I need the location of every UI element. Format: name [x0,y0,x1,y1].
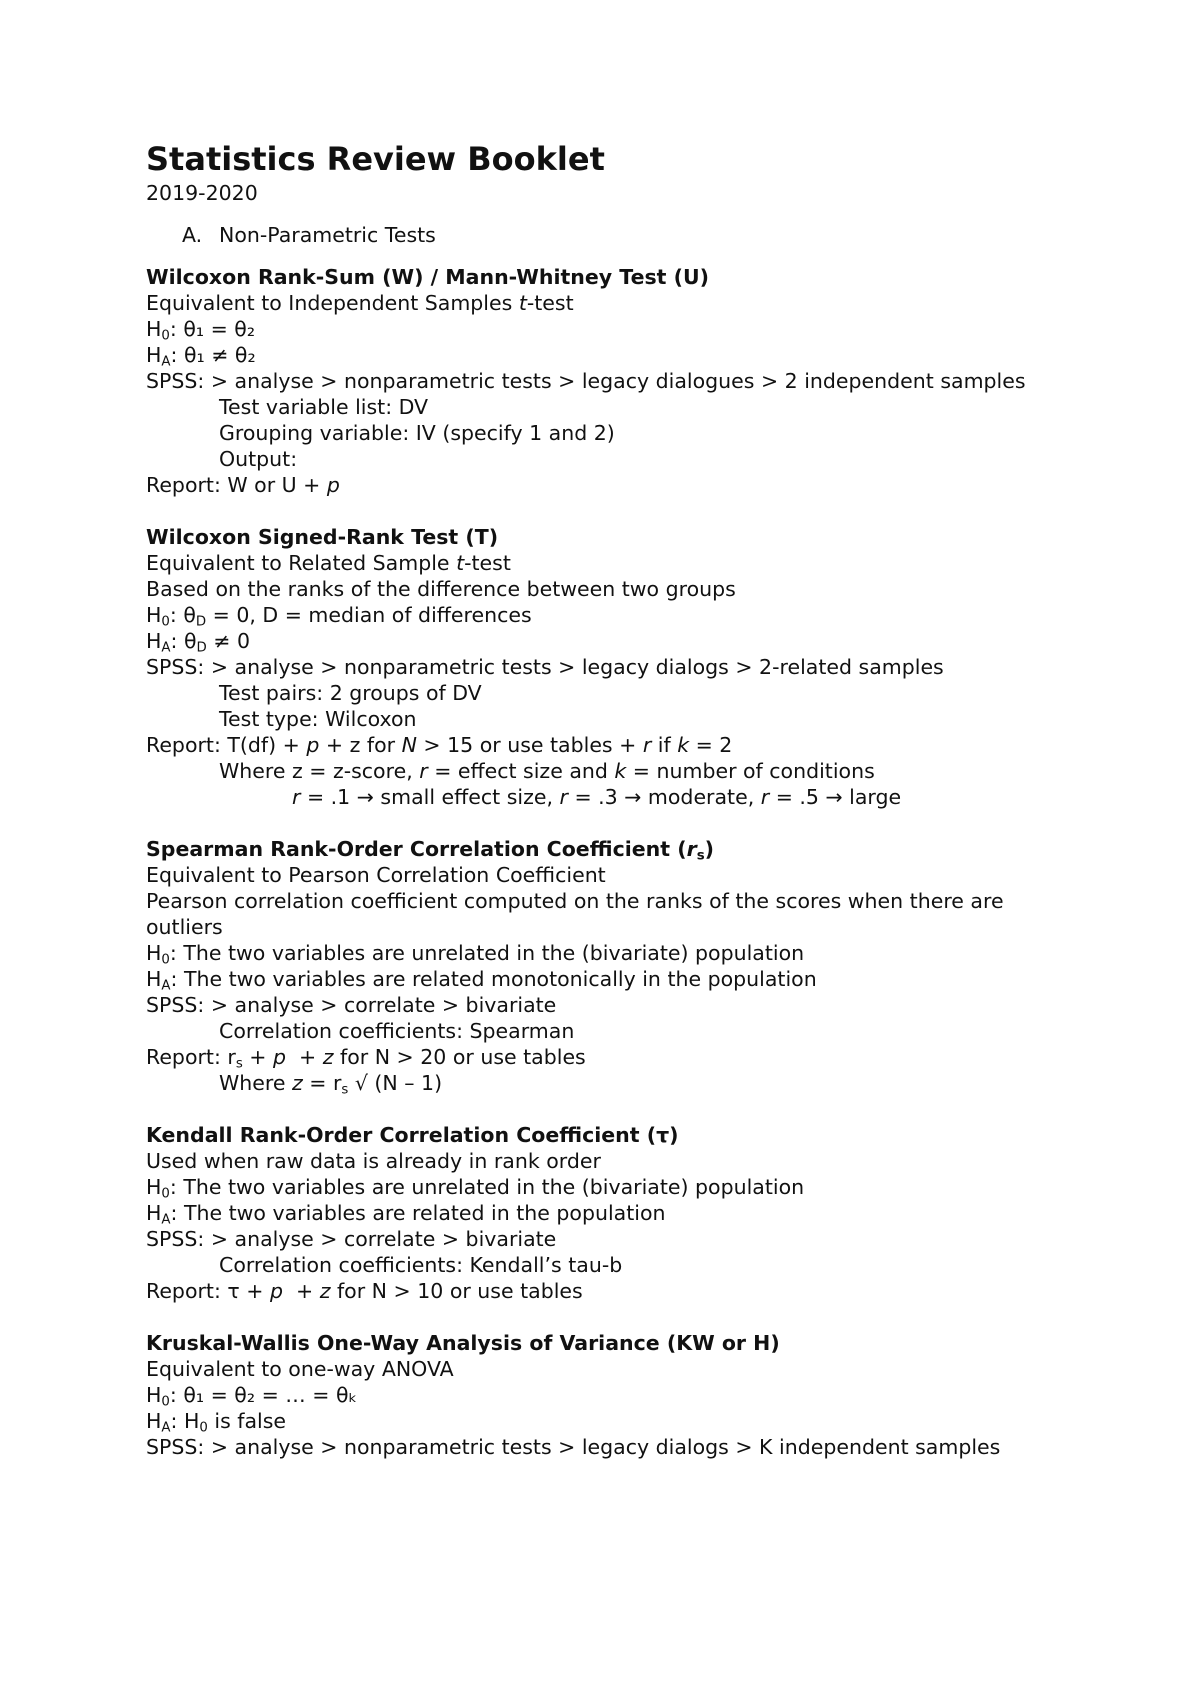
equivalent-line: Equivalent to one-way ANOVA [146,1357,454,1381]
report-line: Report: W or U + p [146,473,340,497]
spss-step: Correlation coefficients: Spearman [219,1019,575,1043]
report-line: Report: $r_s + p + z$ for N > 20 or use tables [146,1045,586,1072]
alt-hypothesis: $H_A$: θ₁ ≠ θ₂ [146,343,256,370]
section-heading: Kendall Rank-Order Correlation Coefficient (τ) [146,1123,679,1147]
spss-step: Output: [219,447,298,471]
spss-path: SPSS: > analyse > nonparametric tests > legacy dialogs > 2-related samples [146,655,944,679]
spss-step: Correlation coefficients: Kendall’s tau-b [219,1253,623,1277]
alt-hypothesis: $H_A$: $H_0$ is false [146,1409,287,1436]
section-wilcoxon-rank-sum [146,264,1066,498]
document-page [146,138,1066,1460]
spss-step: Grouping variable: IV (specify 1 and 2) [219,421,615,445]
null-hypothesis: $H_0$: The two variables are unrelated in the (bivariate) population [146,941,805,968]
section-heading: Wilcoxon Signed-Rank Test (T) [146,525,499,549]
section-heading: Spearman Rank-Order Correlation Coefficient $(r_s)$ [146,837,714,864]
spss-path: SPSS: > analyse > nonparametric tests > legacy dialogs > K independent samples [146,1435,1001,1459]
alt-hypothesis: $H_A$: The two variables are related in the population [146,1201,666,1228]
alt-hypothesis: $H_A$: $\theta_D \ne 0$ [146,629,251,656]
list-marker: A. [182,223,203,247]
section-kendall [146,1122,1066,1304]
list-item-a [146,222,1066,248]
spss-path: SPSS: > analyse > correlate > bivariate [146,1227,557,1251]
document-year: 2019-2020 [146,181,258,205]
effect-size-line: r = .1 → small effect size, r = .3 → moderate, r = .5 → large [292,785,902,809]
description-line: Pearson correlation coefficient computed on the ranks of the scores when there are outliers [146,889,1011,939]
where-line: Where z = z-score, r = effect size and k = number of conditions [219,759,875,783]
alt-hypothesis: $H_A$: The two variables are related monotonically in the population [146,967,817,994]
where-line: Where $z = r_s$ √ (N – 1) [219,1071,443,1098]
spss-path: SPSS: > analyse > nonparametric tests > legacy dialogues > 2 independent samples [146,369,1026,393]
equivalent-line: Equivalent to Related Sample t-test [146,551,511,575]
section-heading: Wilcoxon Rank-Sum (W) / Mann-Whitney Test (U) [146,265,709,289]
spss-step: Test type: Wilcoxon [219,707,417,731]
document-title: Statistics Review Booklet [146,140,605,178]
spss-path: SPSS: > analyse > correlate > bivariate [146,993,557,1017]
section-wilcoxon-signed-rank [146,524,1066,810]
section-heading: Kruskal-Wallis One-Way Analysis of Variance (KW or H) [146,1331,780,1355]
report-line: Report: τ + p + z for N > 10 or use tables [146,1279,583,1303]
description-line: Based on the ranks of the difference between two groups [146,577,736,601]
null-hypothesis: $H_0$: $\theta_D = 0$, D = median of differences [146,603,532,630]
null-hypothesis: $H_0$: θ₁ = θ₂ = … = θₖ [146,1383,358,1410]
equivalent-line: Equivalent to Pearson Correlation Coefficient [146,863,606,887]
section-spearman [146,836,1066,1096]
spss-step: Test pairs: 2 groups of DV [219,681,482,705]
list-item-text: Non-Parametric Tests [219,223,436,247]
null-hypothesis: $H_0$: The two variables are unrelated in the (bivariate) population [146,1175,805,1202]
equivalent-line: Equivalent to Independent Samples t-test [146,291,574,315]
section-kruskal-wallis [146,1330,1066,1460]
description-line: Used when raw data is already in rank order [146,1149,601,1173]
null-hypothesis: $H_0$: θ₁ = θ₂ [146,317,256,344]
report-line: Report: T(df) + p + z for N > 15 or use tables + r if k = 2 [146,733,733,757]
spss-step: Test variable list: DV [219,395,429,419]
